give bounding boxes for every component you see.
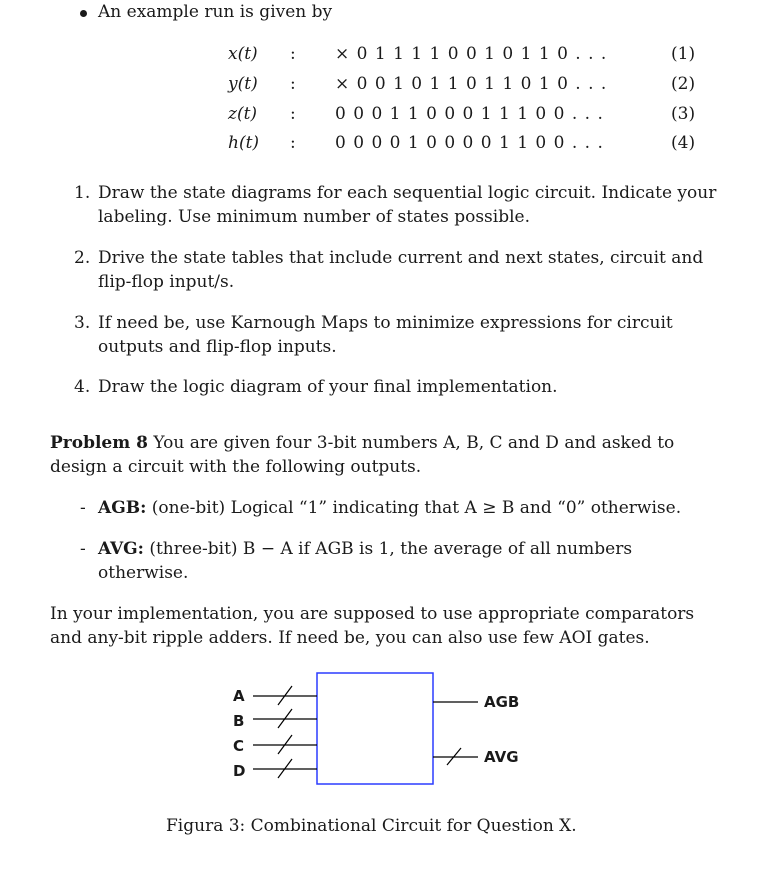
seq-value: 0 0 0 1 1 0 0 0 1 1 1 0 0 . . . bbox=[335, 104, 604, 124]
impl-text: In your implementation, you are supposed to use appropriate comparators bbox=[50, 604, 695, 624]
output-name: AGB: bbox=[98, 498, 147, 518]
seq-value: × 0 1 1 1 1 0 0 1 0 1 1 0 . . . bbox=[335, 44, 608, 64]
bus-slash bbox=[278, 709, 292, 728]
bus-slash bbox=[278, 759, 292, 778]
output-desc: otherwise. bbox=[98, 563, 189, 583]
task-line: labeling. Use minimum number of states possible. bbox=[98, 207, 530, 227]
seq-colon: : bbox=[290, 104, 296, 124]
seq-value: 0 0 0 0 1 0 0 0 0 1 1 0 0 . . . bbox=[335, 133, 604, 153]
output-name: AVG: bbox=[98, 539, 144, 559]
seq-label: h(t) bbox=[228, 133, 260, 153]
equation-number: (3) bbox=[671, 104, 696, 124]
intro-text: An example run is given by bbox=[98, 2, 333, 22]
task-number: 1. bbox=[74, 183, 91, 203]
task-line: If need be, use Karnough Maps to minimize expressions for circuit bbox=[98, 313, 673, 333]
task-number: 2. bbox=[74, 248, 91, 268]
output-item bbox=[98, 539, 632, 559]
problem-first-line bbox=[50, 433, 674, 453]
seq-label: y(t) bbox=[228, 74, 258, 94]
seq-label: z(t) bbox=[228, 104, 258, 124]
seq-value: × 0 0 1 0 1 1 0 1 1 0 1 0 . . . bbox=[335, 74, 608, 94]
input-label-a: A bbox=[233, 687, 245, 705]
output-item bbox=[98, 498, 681, 518]
bullet-dot bbox=[80, 10, 87, 17]
equation-number: (4) bbox=[671, 133, 696, 153]
list-dash: - bbox=[80, 539, 86, 559]
input-label-b: B bbox=[233, 712, 245, 730]
task-number: 4. bbox=[74, 377, 91, 397]
problem-title: Problem 8 bbox=[50, 433, 148, 453]
output-label-avg: AVG bbox=[484, 748, 519, 766]
figure-caption: Figura 3: Combinational Circuit for Question X. bbox=[166, 816, 577, 836]
equation-number: (2) bbox=[671, 74, 696, 94]
list-dash: - bbox=[80, 498, 86, 518]
output-desc: (three-bit) B − A if AGB is 1, the average of all numbers bbox=[149, 539, 633, 559]
seq-colon: : bbox=[290, 44, 296, 64]
task-line: Drive the state tables that include current and next states, circuit and bbox=[98, 248, 704, 268]
task-number: 3. bbox=[74, 313, 91, 333]
bus-slash bbox=[447, 748, 461, 765]
output-desc: (one-bit) Logical “1” indicating that A ≥ B and “0” otherwise. bbox=[151, 498, 682, 518]
impl-text: and any-bit ripple adders. If need be, you can also use few AOI gates. bbox=[50, 628, 650, 648]
seq-label: x(t) bbox=[228, 44, 258, 64]
task-line: outputs and flip-flop inputs. bbox=[98, 337, 337, 357]
problem-text: You are given four 3-bit numbers A, B, C and D and asked to bbox=[153, 433, 675, 453]
input-label-c: C bbox=[233, 737, 245, 755]
seq-colon: : bbox=[290, 133, 296, 153]
circuit-block bbox=[317, 673, 433, 784]
bus-slash bbox=[278, 735, 292, 754]
bus-slash bbox=[278, 686, 292, 705]
seq-colon: : bbox=[290, 74, 296, 94]
task-line: Draw the state diagrams for each sequential logic circuit. Indicate your bbox=[98, 183, 717, 203]
task-line: Draw the logic diagram of your final implementation. bbox=[98, 377, 558, 397]
equation-number: (1) bbox=[671, 44, 696, 64]
problem-text: design a circuit with the following outputs. bbox=[50, 457, 422, 477]
output-label-agb: AGB bbox=[484, 693, 520, 711]
input-label-d: D bbox=[233, 762, 246, 780]
task-line: flip-flop input/s. bbox=[98, 272, 235, 292]
